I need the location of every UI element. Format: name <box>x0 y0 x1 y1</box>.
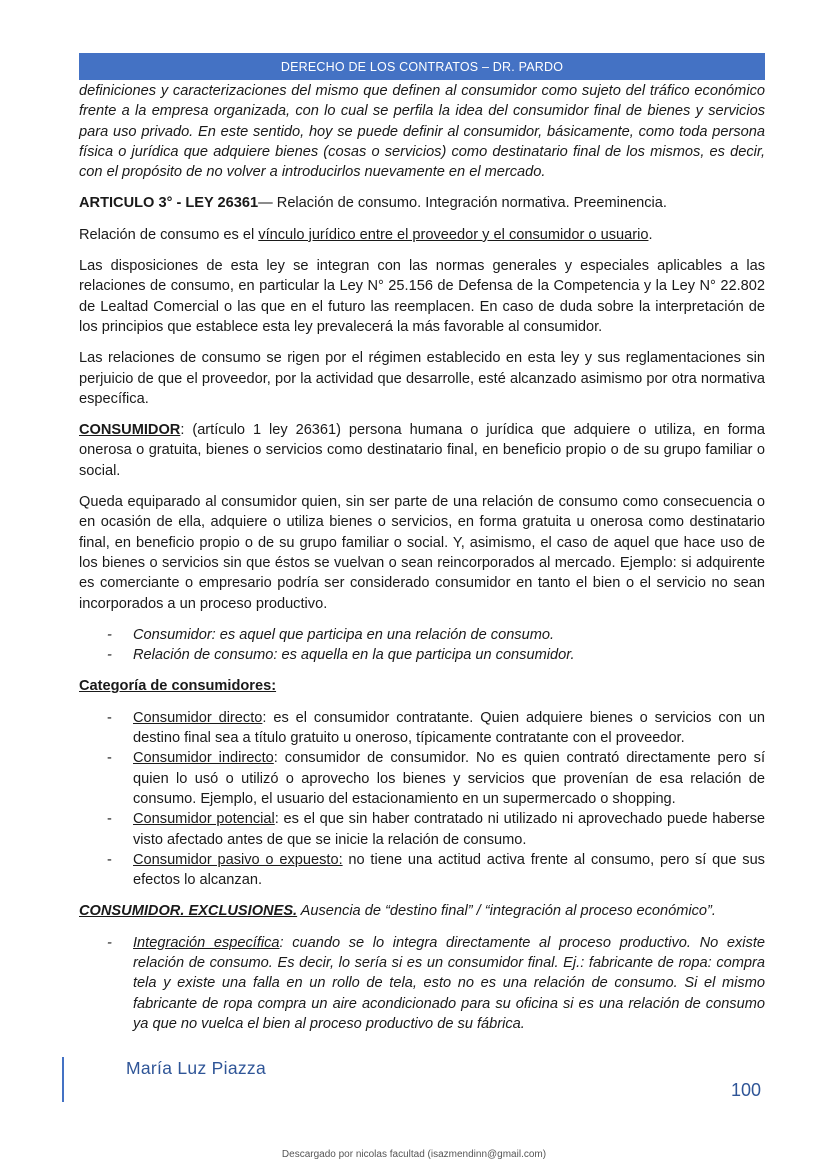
footer-vertical-rule <box>62 1057 64 1102</box>
list-item <box>79 645 765 665</box>
header-title: DERECHO DE LOS CONTRATOS – DR. PARDO <box>280 59 564 74</box>
category-sep: : <box>274 811 279 828</box>
exclusion-text: : cuando se lo integra directamente al proceso productivo. No existe relación de consumo. Es decir, lo sería si es un consumidor final. Ej.: fabricante de ropa: compra tela y existe una falla en un rollo de tela, esto no es una relación de consumo. Si el mismo fabricante de ropa compra un aire acondicionado para su oficina si es una relación de consumo ya que no vuelca el bien al proceso productivo de su fábrica. <box>133 934 765 1032</box>
list-item <box>79 708 765 749</box>
intro-paragraph: definiciones y caracterizaciones del mismo que definen al consumidor como sujeto del tráfico económico frente a la empresa organizada, con lo cual se perfila la idea del consumidor final de bienes y servicios para uso privado. En este sentido, hoy se puede definir al consumidor, básicamente, como toda persona física o jurídica que adquiere bienes (cosas o servicios) como destinatario final de los mismos, es decir, con el propósito de no volver a introducirlos nuevamente en el mercado. <box>79 83 765 181</box>
def-prefix: Relación de consumo es el <box>79 226 259 243</box>
category-sep: : <box>273 750 278 767</box>
consumidor-text: : (artículo 1 ley 26361) persona humana o jurídica que adquiere o utiliza, en forma onerosa o gratuita, bienes o servicios como destinatario final, en beneficio propio o de su grupo familiar o social. <box>79 422 765 479</box>
category-term: Consumidor potencial <box>133 811 275 828</box>
list-item <box>79 850 765 891</box>
exclusiones-title: CONSUMIDOR. EXCLUSIONES. <box>79 903 298 920</box>
exclusiones-heading <box>79 901 765 921</box>
list-item <box>79 933 765 1034</box>
list-dash: - <box>107 750 112 767</box>
def-suffix: . <box>648 226 653 243</box>
exclusion-term: Integración específica <box>133 934 280 951</box>
list-item <box>79 809 765 850</box>
definitions-list <box>79 625 765 666</box>
category-text: no tiene una actitud activa frente al consumo, pero sí que sus efectos lo alcanzan. <box>133 851 765 889</box>
article-heading <box>79 193 765 213</box>
list-dash: - <box>107 626 112 643</box>
list-dash: - <box>107 934 112 951</box>
category-term: Consumidor indirecto <box>133 750 274 767</box>
category-term: Consumidor pasivo o expuesto: <box>133 851 343 868</box>
equiparado-paragraph: Queda equiparado al consumidor quien, sin ser parte de una relación de consumo como consecuencia o en ocasión de ella, adquiere o utiliza bienes o servicios, en forma gratuita u onerosa como destinatario final, en beneficio propio o de su grupo familiar o social. Y, asimismo, el caso de aquel que hace uso de los bienes o servicios sin que éstos se vuelvan o sean reincorporados al mercado. Ejemplo: si adquirente es comerciante o empresario podría ser considerado consumidor en tanto el bien o el servicio no sean incorporados a un proceso productivo. <box>79 494 765 612</box>
category-text: es el consumidor contratante. Quien adquiere bienes o servicios con un destino final sea a título gratuito u oneroso, típicamente contratante con el proveedor. <box>133 709 765 747</box>
article-paragraph-1: Las disposiciones de esta ley se integran con las normas generales y especiales aplicables a las relaciones de consumo, en particular la Ley N° 25.156 de Defensa de la Competencia y la Ley N° 22.802 de Lealtad Comercial o las que en el futuro las reemplacen. En caso de duda sobre la interpretación de los principios que establece esta ley prevalecerá la más favorable al consumidor. <box>79 258 765 335</box>
list-dash: - <box>107 811 112 828</box>
document-header-banner <box>79 53 765 80</box>
article-paragraph-2: Las relaciones de consumo se rigen por el régimen establecido en esta ley y sus reglamentaciones sin perjuicio de que el proveedor, por la actividad que desarrolle, esté alcanzado asimismo por otra normativa específica. <box>79 350 765 407</box>
consumidor-definition <box>79 420 765 481</box>
page-number: 100 <box>731 1080 762 1100</box>
category-text: es el que sin haber contratado ni utilizado ni aprovechado puede haberse visto afectado antes de que se inicie la relación de consumo. <box>133 811 766 848</box>
category-text: consumidor de consumidor. No es quien contrató directamente pero sí quien lo usó o utilizó o aprovecho los bienes y servicios que provenían de esa relación de consumo. Ejemplo, el usuario del estacionamiento en un supermercado o shopping. <box>133 750 765 807</box>
category-sep: : <box>262 709 267 726</box>
list-item <box>79 748 765 809</box>
categorias-list <box>79 708 765 891</box>
category-term: Consumidor directo <box>133 709 263 726</box>
footer-author: María Luz Piazza <box>126 1058 266 1078</box>
list-dash: - <box>107 851 112 868</box>
exclusiones-subtitle: Ausencia de “destino final” / “integración al proceso económico”. <box>297 903 716 920</box>
list-item <box>79 625 765 645</box>
list-dash: - <box>107 647 112 664</box>
article-title: ARTICULO 3° - LEY 26361 <box>79 195 259 212</box>
exclusiones-list <box>79 933 765 1034</box>
article-subtitle: — Relación de consumo. Integración normativa. Preeminencia. <box>258 195 667 212</box>
def-underlined: vínculo jurídico entre el proveedor y el consumidor o usuario <box>258 226 649 243</box>
list-dash: - <box>107 709 112 726</box>
list-item-text: Consumidor: es aquel que participa en una relación de consumo. <box>133 626 555 643</box>
list-item-text: Relación de consumo: es aquella en la que participa un consumidor. <box>133 647 575 664</box>
categorias-title: Categoría de consumidores: <box>79 678 277 695</box>
download-note: Descargado por nicolas facultad (isazmendinn@gmail.com) <box>281 1149 547 1160</box>
relacion-definition <box>79 225 765 245</box>
page-body <box>79 81 765 1045</box>
consumidor-label: CONSUMIDOR <box>79 422 181 439</box>
